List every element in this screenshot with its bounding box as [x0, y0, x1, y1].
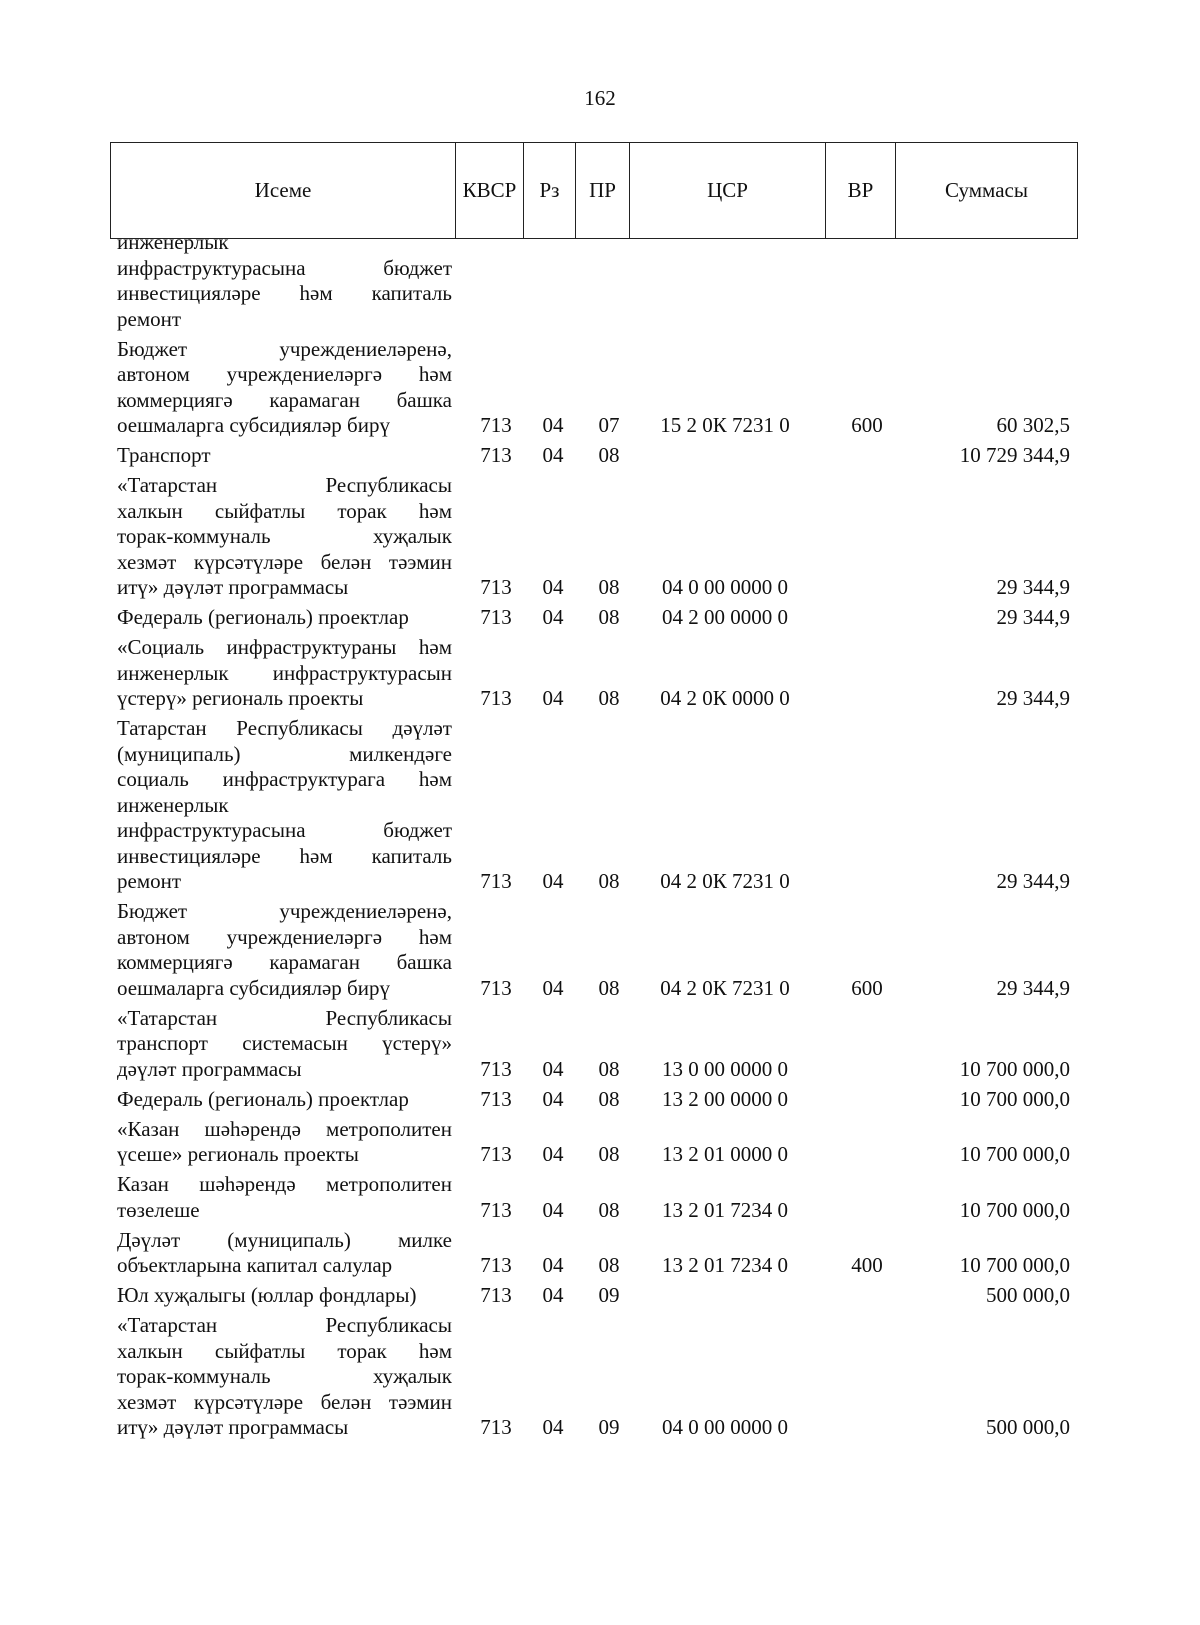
table-row: [0, 1313, 1200, 1441]
table-header: [110, 142, 1078, 239]
cell-kvsr: 713: [480, 1197, 512, 1222]
cell-sum: 29 344,9: [996, 575, 1070, 599]
header-vr: ВР: [826, 143, 896, 239]
cell-pr: 08: [598, 975, 620, 1000]
row-name-line: ремонт: [117, 306, 182, 331]
cell-kvsr: 713: [480, 605, 512, 629]
row-name-line: инженерлык: [117, 230, 229, 254]
row-name-line: Казан шәһәрендә метрополитен: [117, 1172, 452, 1196]
row-name-line: коммерциягә карамаган башка: [117, 387, 452, 412]
row-name-line: инфраструктурасына бюджет: [117, 818, 452, 842]
row-name-line: дәүләт программасы: [117, 1056, 302, 1081]
row-name-line: транспорт системасын үстерү»: [117, 1031, 452, 1055]
header-csr: ЦСР: [630, 143, 826, 239]
row-name: [117, 473, 452, 601]
row-name-line: «Татарстан Республикасы: [117, 1005, 452, 1030]
cell-rz: 04: [542, 1142, 564, 1166]
row-name-line: «Татарстан Республикасы: [117, 473, 452, 497]
cell-rz: 04: [542, 1056, 564, 1081]
row-name-line: Бюджет учреждениеләренә,: [117, 336, 452, 361]
cell-kvsr: 713: [480, 1253, 512, 1277]
row-name-line: Татарстан Республикасы дәүләт: [117, 716, 452, 740]
page-number: 162: [584, 86, 616, 110]
table-row: [0, 899, 1200, 1001]
row-name: [117, 230, 452, 332]
table-row: [0, 1087, 1200, 1113]
row-name-line: «Социаль инфраструктураны һәм: [117, 635, 452, 659]
table-row: [0, 1172, 1200, 1223]
cell-kvsr: 713: [480, 1142, 512, 1166]
row-name: [117, 1117, 452, 1168]
row-name-line: автоном учреждениеләргә һәм: [117, 924, 452, 949]
cell-kvsr: 713: [480, 443, 512, 467]
row-name: [117, 337, 452, 439]
row-name-line: Юл хуҗалыгы (юллар фондлары): [117, 1283, 417, 1307]
row-name-line: Бюджет учреждениеләренә,: [117, 899, 452, 923]
header-pr: ПР: [576, 143, 630, 239]
row-name-line: торак-коммуналь хуҗалык: [117, 1364, 452, 1388]
cell-rz: 04: [542, 975, 564, 1000]
row-name-line: оешмаларга субсидияләр бирү: [117, 413, 390, 437]
cell-csr: 04 2 0К 7231 0: [660, 975, 790, 1000]
cell-rz: 04: [542, 1086, 564, 1111]
row-name-line: Дәүләт (муниципаль) милке: [117, 1227, 452, 1252]
cell-csr: 13 2 00 0000 0: [662, 1086, 788, 1111]
row-name: [117, 716, 452, 895]
row-name-line: объектларына капитал салулар: [117, 1253, 393, 1277]
table-row: [0, 1283, 1200, 1309]
cell-rz: 04: [542, 605, 564, 629]
row-name-line: оешмаларга субсидияләр бирү: [117, 975, 390, 1000]
cell-kvsr: 713: [480, 686, 512, 710]
row-name-line: «Татарстан Республикасы: [117, 1313, 452, 1337]
cell-pr: 08: [598, 1253, 620, 1277]
cell-vr: 600: [851, 975, 883, 1000]
cell-csr: 13 2 01 7234 0: [662, 1253, 788, 1277]
row-name-line: халкын сыйфатлы торак һәм: [117, 498, 452, 523]
row-name-line: инвестицияләре һәм капиталь: [117, 281, 452, 305]
row-name-line: Федераль (региональ) проектлар: [117, 605, 409, 629]
row-name: [117, 1313, 452, 1441]
row-name: [117, 899, 452, 1001]
table-row: [0, 230, 1200, 332]
cell-pr: 07: [598, 413, 620, 437]
table-row: [0, 635, 1200, 712]
table-row: [0, 1006, 1200, 1083]
cell-csr: 04 2 0К 7231 0: [660, 869, 790, 893]
row-name: [117, 1283, 452, 1309]
cell-sum: 500 000,0: [986, 1283, 1070, 1307]
cell-rz: 04: [542, 443, 564, 467]
cell-csr: 04 0 00 0000 0: [662, 575, 788, 599]
cell-rz: 04: [542, 686, 564, 710]
row-name: [117, 1172, 452, 1223]
cell-sum: 29 344,9: [996, 605, 1070, 629]
row-name-line: үстерү» региональ проекты: [117, 686, 364, 710]
row-name-line: коммерциягә карамаган башка: [117, 950, 452, 974]
cell-pr: 09: [598, 1415, 620, 1439]
cell-rz: 04: [542, 1415, 564, 1439]
row-name: [117, 605, 452, 631]
row-name-line: үсеше» региональ проекты: [117, 1142, 359, 1166]
row-name-line: инфраструктурасына бюджет: [117, 255, 452, 280]
cell-kvsr: 713: [480, 1283, 512, 1307]
row-name-line: Федераль (региональ) проектлар: [117, 1086, 409, 1111]
row-name-line: итү» дәүләт программасы: [117, 575, 349, 599]
cell-vr: 400: [851, 1253, 883, 1277]
cell-csr: 13 0 00 0000 0: [662, 1056, 788, 1081]
cell-csr: 13 2 01 7234 0: [662, 1197, 788, 1222]
cell-pr: 08: [598, 1197, 620, 1222]
header-rz: Рз: [524, 143, 576, 239]
cell-sum: 60 302,5: [996, 413, 1070, 437]
row-name-line: халкын сыйфатлы торак һәм: [117, 1338, 452, 1363]
cell-kvsr: 713: [480, 575, 512, 599]
row-name: [117, 1087, 452, 1113]
cell-pr: 08: [598, 1142, 620, 1166]
cell-csr: 04 0 00 0000 0: [662, 1415, 788, 1439]
table-row: [0, 473, 1200, 601]
cell-rz: 04: [542, 1253, 564, 1277]
header-kvsr: КВСР: [456, 143, 524, 239]
row-name: [117, 1006, 452, 1083]
cell-sum: 29 344,9: [996, 975, 1070, 1000]
row-name: [117, 635, 452, 712]
cell-sum: 10 729 344,9: [959, 443, 1070, 467]
cell-pr: 08: [598, 443, 620, 467]
row-name-line: торак-коммуналь хуҗалык: [117, 524, 452, 548]
row-name-line: (муниципаль) милкендәге: [117, 741, 452, 766]
row-name-line: Транспорт: [117, 443, 211, 467]
row-name-line: автоном учреждениеләргә һәм: [117, 362, 452, 386]
cell-sum: 10 700 000,0: [959, 1142, 1070, 1166]
row-name-line: итү» дәүләт программасы: [117, 1415, 349, 1439]
cell-kvsr: 713: [480, 1086, 512, 1111]
row-name-line: «Казан шәһәрендә метрополитен: [117, 1116, 452, 1141]
row-name-line: социаль инфраструктурага һәм: [117, 767, 452, 791]
cell-pr: 08: [598, 1056, 620, 1081]
cell-rz: 04: [542, 869, 564, 893]
header-name: Исеме: [111, 143, 456, 239]
row-name: [117, 1228, 452, 1279]
cell-pr: 08: [598, 869, 620, 893]
cell-sum: 10 700 000,0: [959, 1086, 1070, 1111]
table-row: [0, 716, 1200, 895]
row-name-line: инженерлык инфраструктурасын: [117, 660, 452, 685]
cell-kvsr: 713: [480, 413, 512, 437]
cell-csr: 15 2 0К 7231 0: [660, 413, 790, 437]
row-name-line: төзелеше: [117, 1197, 200, 1222]
cell-pr: 08: [598, 575, 620, 599]
cell-rz: 04: [542, 1283, 564, 1307]
cell-pr: 08: [598, 605, 620, 629]
cell-kvsr: 713: [480, 1415, 512, 1439]
cell-rz: 04: [542, 575, 564, 599]
cell-kvsr: 713: [480, 975, 512, 1000]
cell-kvsr: 713: [480, 1056, 512, 1081]
row-name-line: ремонт: [117, 869, 182, 893]
row-name-line: хезмәт күрсәтүләре белән тәэмин: [117, 1389, 452, 1414]
row-name-line: хезмәт күрсәтүләре белән тәэмин: [117, 549, 452, 574]
cell-csr: 04 2 0К 0000 0: [660, 686, 790, 710]
cell-pr: 08: [598, 686, 620, 710]
table-row: [0, 443, 1200, 469]
cell-pr: 08: [598, 1086, 620, 1111]
cell-sum: 10 700 000,0: [959, 1056, 1070, 1081]
cell-sum: 500 000,0: [986, 1415, 1070, 1439]
table-row: [0, 605, 1200, 631]
cell-rz: 04: [542, 413, 564, 437]
cell-kvsr: 713: [480, 869, 512, 893]
cell-vr: 600: [851, 413, 883, 437]
cell-rz: 04: [542, 1197, 564, 1222]
cell-sum: 10 700 000,0: [959, 1197, 1070, 1222]
cell-sum: 29 344,9: [996, 869, 1070, 893]
table-row: [0, 337, 1200, 439]
row-name-line: инженерлык: [117, 792, 229, 817]
row-name: [117, 443, 452, 469]
cell-csr: 04 2 00 0000 0: [662, 605, 788, 629]
table-row: [0, 1228, 1200, 1279]
cell-pr: 09: [598, 1283, 620, 1307]
cell-sum: 10 700 000,0: [959, 1253, 1070, 1277]
row-name-line: инвестицияләре һәм капиталь: [117, 843, 452, 868]
cell-csr: 13 2 01 0000 0: [662, 1142, 788, 1166]
header-sum: Суммасы: [896, 143, 1078, 239]
cell-sum: 29 344,9: [996, 686, 1070, 710]
table-row: [0, 1117, 1200, 1168]
